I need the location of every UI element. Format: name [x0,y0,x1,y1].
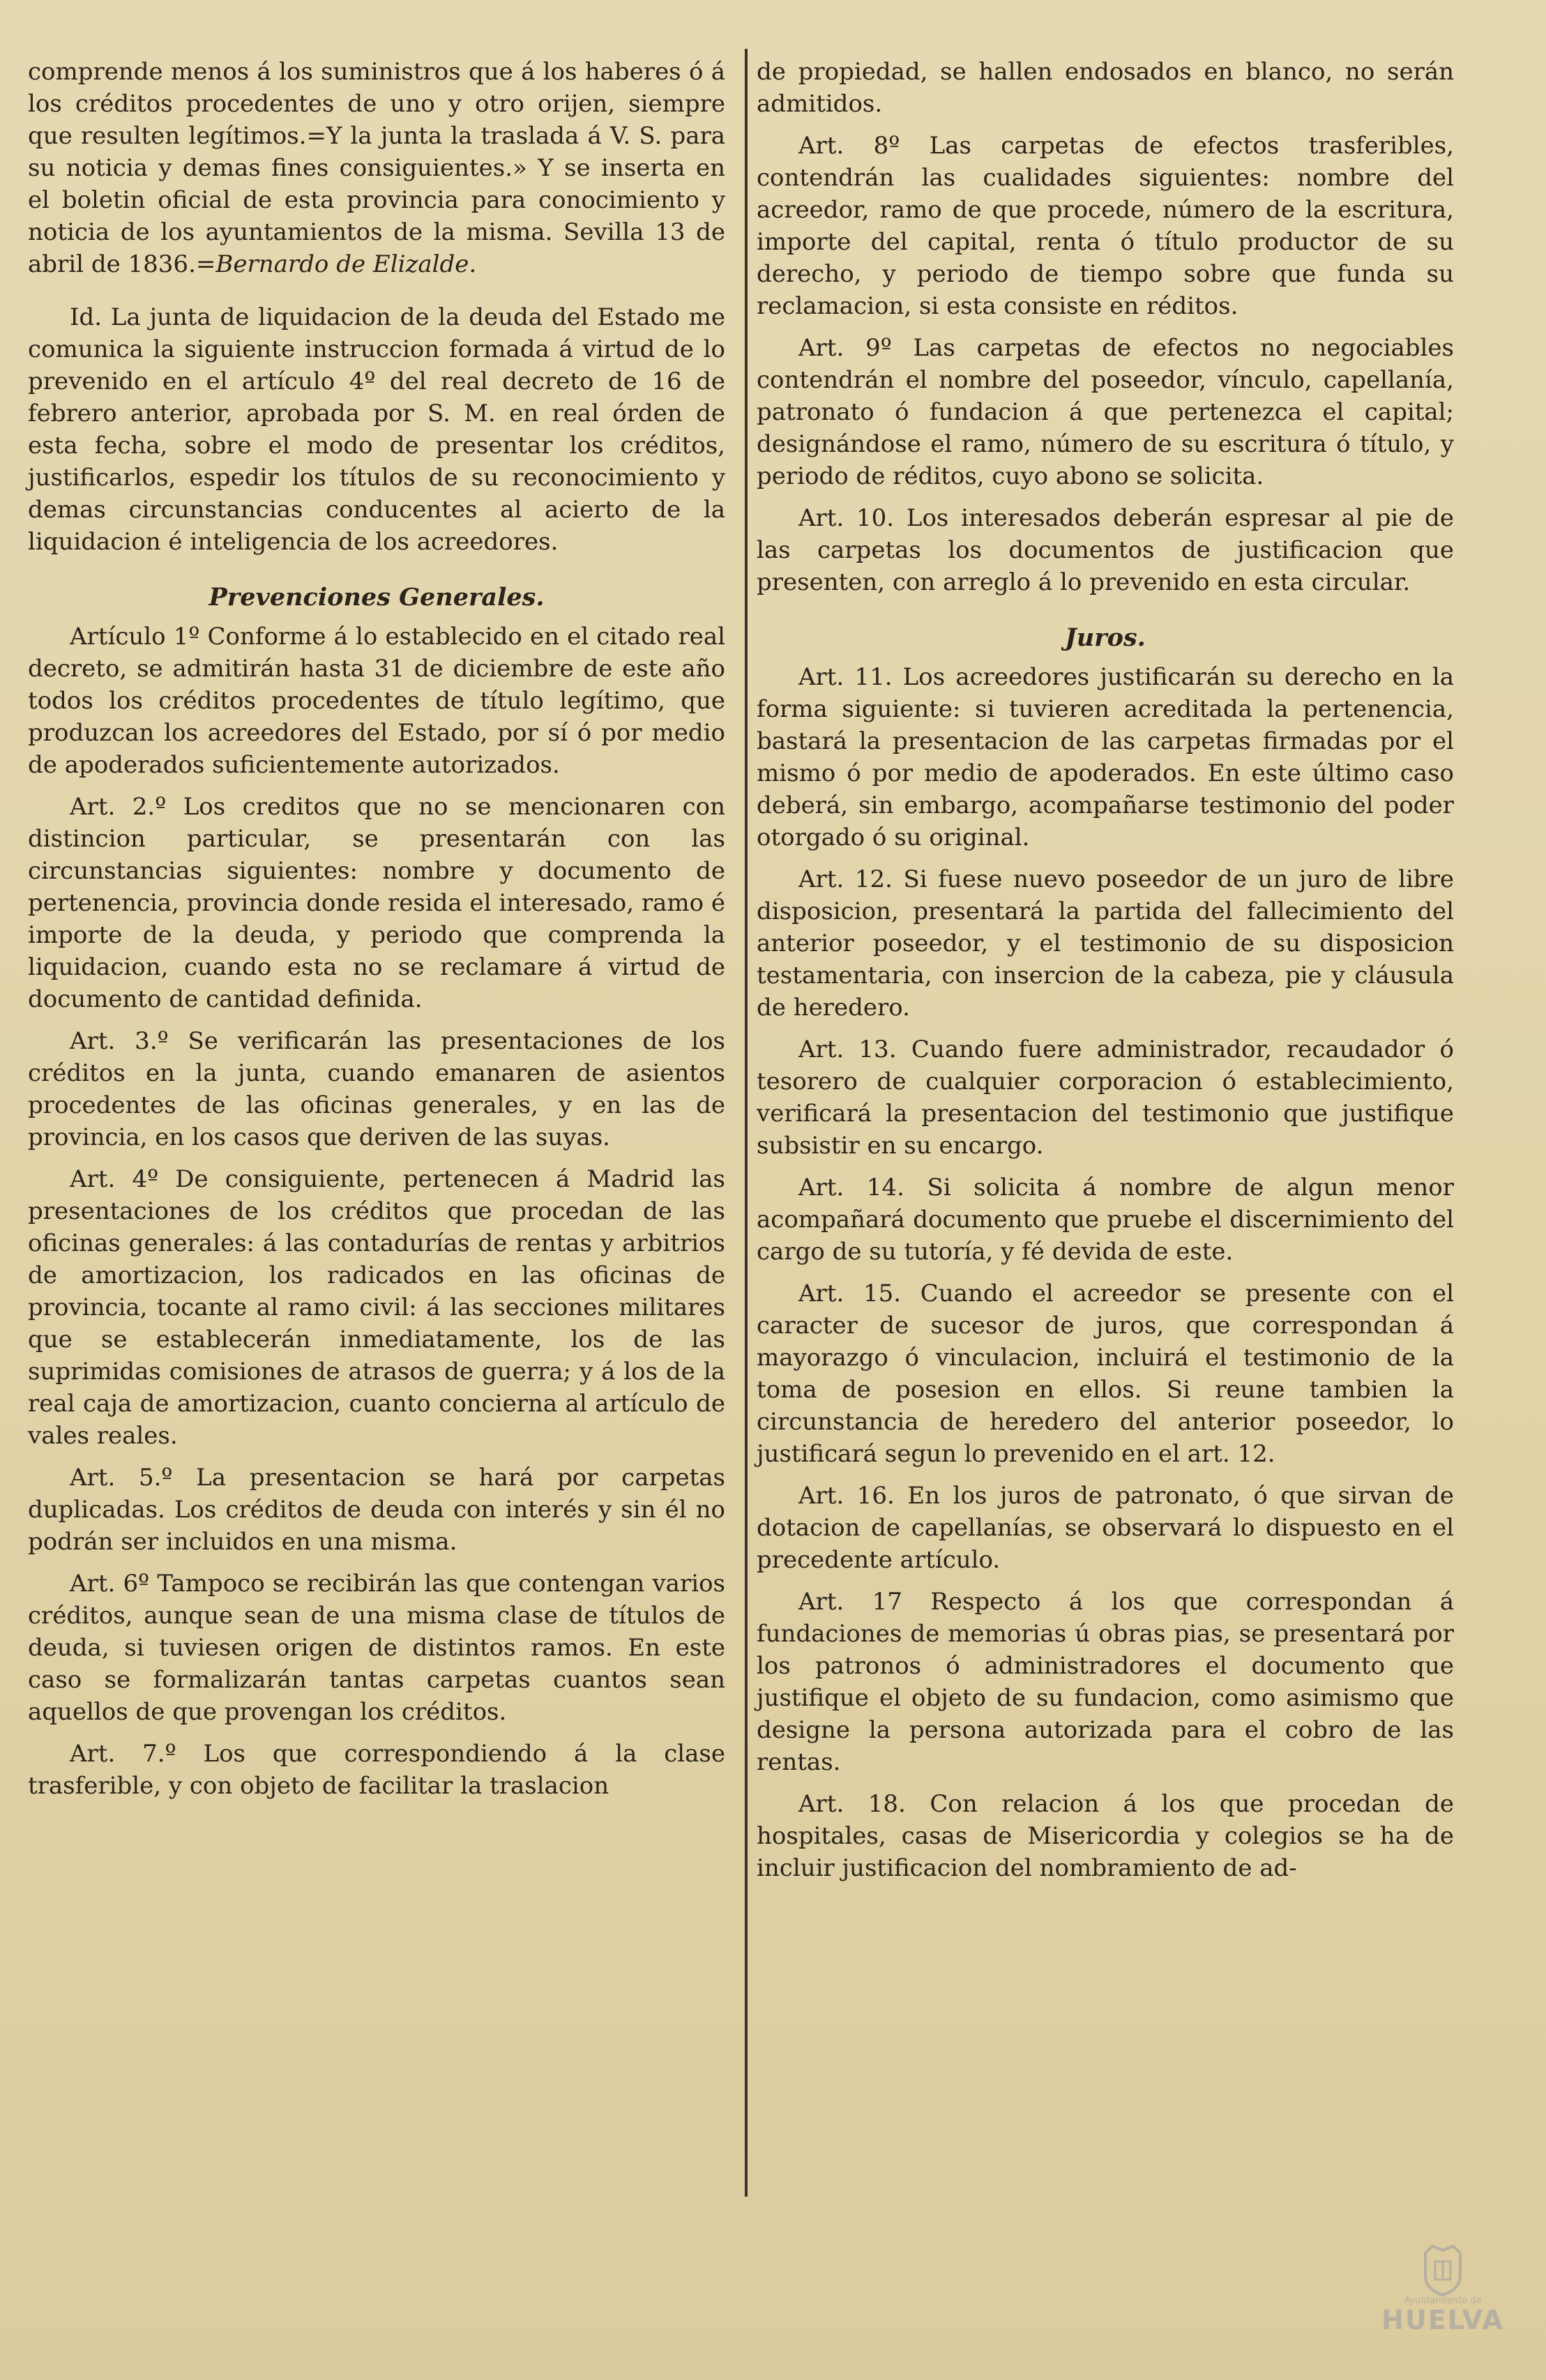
article-1: Artículo 1º Conforme á lo establecido en el citado real decreto, se admitirán hasta 31 de diciembre de este año todos los créditos procedentes de título legítimo, que produzcan los acreedores del Estado, por sí ó por medio de apoderados suficientemente autorizados. [28,623,725,779]
paragraph-junta-instruction: Id. La junta de liquidacion de la deuda del Estado me comunica la siguiente instruccion formada á virtud de lo prevenido en el artículo 4º del real decreto de 16 de febrero anterior, aprobada por S. M. en real órden de esta fecha, sobre el modo de presentar los créditos, justificarlos, espedir los títulos de su reconocimiento y demas circunstancias conducentes al acierto de la liquidacion é inteligencia de los acreedores. [28,303,725,556]
article-9: Art. 9º Las carpetas de efectos no negociables contendrán el nombre del poseedor, vínculo, capellanía, patronato ó fundacion á que pertenezca el capital; designándose el ramo, número de su escritura ó título, y periodo de réditos, cuyo abono se solicita. [757,334,1454,490]
crest-icon [1418,2241,1467,2296]
article-14: Art. 14. Si solicita á nombre de algun menor acompañará documento que pruebe el discernimiento del cargo de su tutoría, y fé devida de este. [757,1174,1454,1266]
watermark-label-big: HUELVA [1381,2305,1504,2335]
article-7: Art. 7.º Los que correspondiendo á la clase trasferible, y con objeto de facilitar la traslacion [28,1740,725,1800]
article-2: Art. 2.º Los creditos que no se mencionaren con distincion particular, se presentarán con las circunstancias siguientes: nombre y documento de pertenencia, provincia donde resida el interesado, ramo é importe de la deuda, y periodo que comprenda la liquidacion, cuando esta no se reclamare á virtud de documento de cantidad definida. [28,793,725,1013]
article-10: Art. 10. Los interesados deberán espresar al pie de las carpetas los documentos de justificacion que presenten, con arreglo á lo prevenido en esta circular. [757,504,1454,596]
column-divider [745,49,748,2197]
article-15: Art. 15. Cuando el acreedor se presente con el caracter de sucesor de juros, que correspondan á mayorazgo ó vinculacion, incluirá el testimonio de la toma de posesion en ellos. Si reune tambien la circunstancia de heredero del anterior poseedor, lo justificará segun lo prevenido en el art. 12. [757,1280,1454,1468]
watermark-logo [1366,2241,1520,2352]
paragraph-closing-previous-order [28,56,725,280]
article-17: Art. 17 Respecto á los que correspondan á fundaciones de memorias ú obras pias, se presentará por los patronos ó administradores el documento que justifique el objeto de su fundacion, como asimismo que designe la persona autorizada para el cobro de las rentas. [757,1588,1454,1776]
article-11: Art. 11. Los acreedores justificarán su derecho en la forma siguiente: si tuvieren acreditada la pertenencia, bastará la presentacion de las carpetas firmadas por el mismo ó por medio de apoderados. En este último caso deberá, sin embargo, acompañarse testimonio del poder otorgado ó su original. [757,663,1454,851]
continuation-article-7: de propiedad, se hallen endosados en blanco, no serán admitidos. [757,58,1454,118]
article-8: Art. 8º Las carpetas de efectos trasferibles, contendrán las cualidades siguientes: nombre del acreedor, ramo de que procede, número de la escritura, importe del capital, renta ó título productor de su derecho, y periodo de tiempo sobre que funda su reclamacion, si esta consiste en réditos. [757,132,1454,320]
section-heading-juros: Juros. [1065,623,1146,652]
article-5: Art. 5.º La presentacion se hará por carpetas duplicadas. Los créditos de deuda con interés y sin él no podrán ser incluidos en una misma. [28,1464,725,1556]
right-column [757,56,1454,1894]
article-16: Art. 16. En los juros de patronato, ó que sirvan de dotacion de capellanías, se observará lo dispuesto en el precedente artículo. [757,1482,1454,1574]
article-13: Art. 13. Cuando fuere administrador, recaudador ó tesorero de cualquier corporacion ó establecimiento, verificará la presentacion del testimonio que justifique subsistir en su encargo. [757,1036,1454,1160]
closing-text: comprende menos á los suministros que á los haberes ó á los créditos procedentes de uno y otro orijen, siempre que resulten legítimos.=Y la junta la traslada á V. S. para su noticia y demas fines consiguientes.» Y se inserta en el boletin oficial de esta provincia para conocimiento y noticia de los ayuntamientos de la misma. Sevilla 13 de abril de 1836.= [28,58,725,278]
article-3: Art. 3.º Se verificarán las presentaciones de los créditos en la junta, cuando emanaren de asientos procedentes de las oficinas generales, y en las de provincia, en los casos que deriven de las suyas. [28,1027,725,1151]
article-4: Art. 4º De consiguiente, pertenecen á Madrid las presentaciones de los créditos que procedan de las oficinas generales: á las contadurías de rentas y arbitrios de amortizacion, los radicados en las oficinas de provincia, tocante al ramo civil: á las secciones militares que se establecerán inmediatamente, los de las suprimidas comisiones de atrasos de guerra; y á los de la real caja de amortizacion, cuanto concierna al artículo de vales reales. [28,1165,725,1450]
article-12: Art. 12. Si fuese nuevo poseedor de un juro de libre disposicion, presentará la partida del fallecimiento del anterior poseedor, y el testimonio de su disposicion testamentaria, con insercion de la cabeza, pie y cláusula de heredero. [757,865,1454,1022]
watermark-label-small: Ayuntamiento de [1404,2296,1482,2306]
signature: Bernardo de Elizalde. [215,250,477,278]
section-heading-general: Prevenciones Generales. [209,583,545,612]
article-18: Art. 18. Con relacion á los que procedan de hospitales, casas de Misericordia y colegios se ha de incluir justificacion del nombramiento de ad- [757,1790,1454,1882]
left-column [28,56,725,1812]
article-6: Art. 6º Tampoco se recibirán las que contengan varios créditos, aunque sean de una misma clase de títulos de deuda, si tuviesen origen de distintos ramos. En este caso se formalizarán tantas carpetas cuantos sean aquellos de que provengan los créditos. [28,1570,725,1726]
